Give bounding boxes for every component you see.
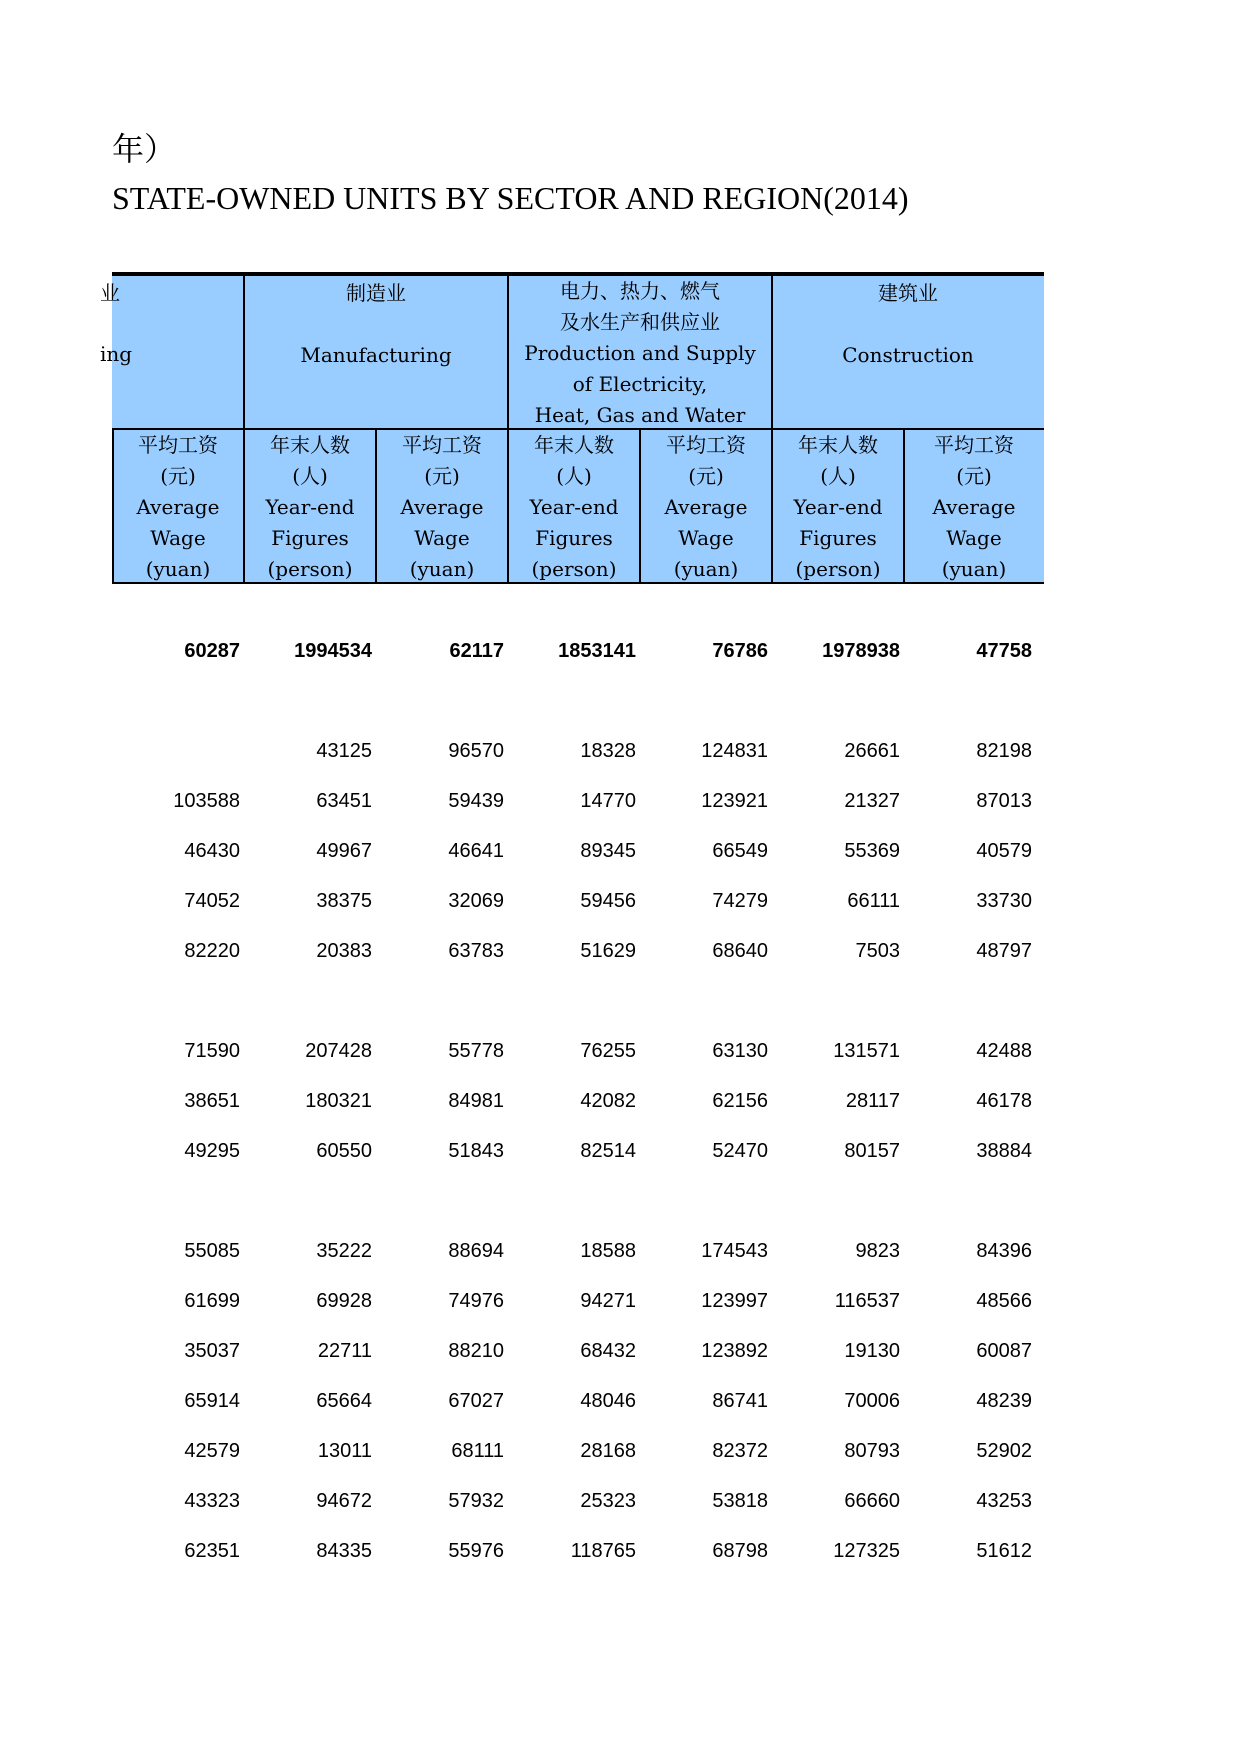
table-cell: 207428 (305, 1040, 372, 1062)
table-cell: 66111 (847, 890, 900, 912)
subheader-line: (yuan) (145, 557, 211, 581)
subheader-line: (元) (688, 464, 724, 488)
table-cell: 1994534 (294, 640, 372, 662)
table-cell: 89345 (580, 840, 636, 862)
sector-label-cn: 制造业 (346, 281, 406, 305)
table-cell: 62117 (449, 640, 504, 662)
table-cell: 49967 (316, 840, 372, 862)
subheader-line: (人) (292, 464, 328, 488)
table-cell: 74052 (184, 890, 240, 912)
table-cell: 88694 (448, 1240, 504, 1262)
subheader-average-wage (640, 430, 772, 582)
table-cell: 61699 (184, 1290, 240, 1312)
sector-header-utilities (508, 276, 772, 430)
table-cell: 48046 (580, 1390, 636, 1412)
subheader-line: Average (664, 495, 748, 519)
table-cell: 48239 (976, 1390, 1032, 1412)
subheader-year-end-figures (508, 430, 640, 582)
table-cell: 38375 (316, 890, 372, 912)
table-cell: 80793 (844, 1440, 900, 1462)
grid-line (112, 428, 1044, 430)
table-title-english: STATE-OWNED UNITS BY SECTOR AND REGION(2014) (112, 180, 909, 216)
table-cell: 74976 (448, 1290, 504, 1312)
grid-line (243, 276, 245, 584)
table-cell: 60087 (976, 1340, 1032, 1362)
table-cell: 52902 (976, 1440, 1032, 1462)
subheader-line: (人) (820, 464, 856, 488)
table-cell: 13011 (317, 1440, 372, 1462)
table-cell: 82198 (976, 740, 1032, 762)
table-cell: 60287 (184, 640, 240, 662)
table-cell: 26661 (844, 740, 900, 762)
table-cell: 180321 (305, 1090, 372, 1112)
subheader-line: (person) (267, 557, 353, 581)
subheader-average-wage (112, 430, 244, 582)
subheader-line: Year-end (265, 495, 355, 519)
table-cell: 43125 (316, 740, 372, 762)
subheader-line: 平均工资 (934, 433, 1014, 457)
subheader-line: Average (932, 495, 1016, 519)
sector-label-cn: 业 (100, 281, 120, 305)
table-cell: 22711 (317, 1340, 372, 1362)
table-cell: 82372 (712, 1440, 768, 1462)
table-cell: 131571 (833, 1040, 900, 1062)
subheader-line: Figures (799, 526, 877, 550)
table-cell: 80157 (844, 1140, 900, 1162)
table-header (100, 272, 1044, 592)
subheader-line: Year-end (529, 495, 619, 519)
table-cell: 103588 (173, 790, 240, 812)
subheader-line: (yuan) (941, 557, 1007, 581)
table-cell: 47758 (976, 640, 1032, 662)
table-cell: 94672 (316, 1490, 372, 1512)
table-cell: 116537 (834, 1290, 900, 1312)
table-cell: 32069 (448, 890, 504, 912)
subheader-line: (person) (531, 557, 617, 581)
table-cell: 84396 (976, 1240, 1032, 1262)
table-cell: 33730 (976, 890, 1032, 912)
subheader-line: 平均工资 (402, 433, 482, 457)
table-cell: 63451 (316, 790, 372, 812)
subheader-line: (yuan) (673, 557, 739, 581)
table-cell: 68432 (580, 1340, 636, 1362)
table-cell: 49295 (184, 1140, 240, 1162)
subheader-line: Wage (946, 526, 1002, 550)
table-cell: 35037 (184, 1340, 240, 1362)
table-cell: 48566 (976, 1290, 1032, 1312)
subheader-line: Average (136, 495, 220, 519)
table-cell: 123997 (701, 1290, 768, 1312)
table-cell: 68111 (451, 1440, 504, 1462)
subheader-line: Figures (271, 526, 349, 550)
subheader-line: (人) (556, 464, 592, 488)
grid-line (112, 430, 114, 584)
table-cell: 94271 (580, 1290, 636, 1312)
table-cell: 46430 (184, 840, 240, 862)
subheader-line: Wage (678, 526, 734, 550)
table-cell: 1853141 (558, 640, 636, 662)
table-cell: 76255 (580, 1040, 636, 1062)
table-cell: 123892 (701, 1340, 768, 1362)
table-cell: 82220 (184, 940, 240, 962)
table-cell: 127325 (833, 1540, 900, 1562)
table-title-chinese: 年） (112, 131, 177, 167)
table-cell: 70006 (844, 1390, 900, 1412)
sector-label-cn: 建筑业 (878, 281, 938, 305)
table-cell: 174543 (701, 1240, 768, 1262)
sector-label-en: Heat, Gas and Water (534, 403, 746, 427)
table-cell: 65914 (184, 1390, 240, 1412)
table-cell: 59439 (448, 790, 504, 812)
table-cell: 96570 (448, 740, 504, 762)
table-cell: 1978938 (822, 640, 900, 662)
table-cell: 66549 (712, 840, 768, 862)
table-cell: 21327 (844, 790, 900, 812)
subheader-line: 平均工资 (138, 433, 218, 457)
sector-label-en: Manufacturing (300, 343, 452, 367)
grid-line (507, 276, 509, 584)
table-cell: 55778 (448, 1040, 504, 1062)
subheader-line: Wage (414, 526, 470, 550)
table-cell: 7503 (855, 940, 900, 962)
table-cell: 51629 (580, 940, 636, 962)
sector-label-en: ing (100, 342, 133, 366)
table-cell: 43323 (184, 1490, 240, 1512)
subheader-line: 年末人数 (534, 433, 614, 457)
subheader-line: 年末人数 (270, 433, 350, 457)
subheader-line: Average (400, 495, 484, 519)
table-cell: 42082 (580, 1090, 636, 1112)
subheader-line: 年末人数 (798, 433, 878, 457)
table-cell: 65664 (316, 1390, 372, 1412)
table-cell: 55085 (184, 1240, 240, 1262)
table-cell: 63783 (448, 940, 504, 962)
table-cell: 53818 (712, 1490, 768, 1512)
sector-header-mining (100, 276, 244, 430)
sector-label-cn: 及水生产和供应业 (560, 310, 720, 334)
table-cell: 62156 (712, 1090, 768, 1112)
subheader-line: Wage (150, 526, 206, 550)
subheader-line: Year-end (793, 495, 883, 519)
table-cell: 38884 (976, 1140, 1032, 1162)
subheader-year-end-figures (244, 430, 376, 582)
subheader-line: (person) (795, 557, 881, 581)
table-cell: 68798 (712, 1540, 768, 1562)
table-cell: 59456 (580, 890, 636, 912)
table-cell: 46178 (976, 1090, 1032, 1112)
table-cell: 40579 (976, 840, 1032, 862)
grid-line (375, 430, 377, 584)
subheader-line: (元) (956, 464, 992, 488)
table-cell: 69928 (316, 1290, 372, 1312)
sector-label-en: of Electricity, (572, 372, 708, 396)
table-cell: 20383 (316, 940, 372, 962)
grid-line (639, 430, 641, 584)
table-cell: 9823 (855, 1240, 900, 1262)
subheader-line: 平均工资 (666, 433, 746, 457)
table-cell: 42488 (976, 1040, 1032, 1062)
table-cell: 76786 (712, 640, 768, 662)
table-cell: 46641 (448, 840, 504, 862)
table-cell: 48797 (976, 940, 1032, 962)
subheader-line: (元) (424, 464, 460, 488)
sector-label-en: Production and Supply (524, 341, 756, 365)
table-cell: 18588 (580, 1240, 636, 1262)
table-cell: 124831 (701, 740, 768, 762)
table-cell: 87013 (976, 790, 1032, 812)
table-cell: 60550 (316, 1140, 372, 1162)
table-cell: 55976 (448, 1540, 504, 1562)
table-cell: 84981 (448, 1090, 504, 1112)
table-cell: 55369 (844, 840, 900, 862)
table-cell: 57932 (448, 1490, 504, 1512)
table-cell: 88210 (448, 1340, 504, 1362)
subheader-line: (yuan) (409, 557, 475, 581)
table-cell: 82514 (580, 1140, 636, 1162)
table-cell: 118765 (570, 1540, 636, 1562)
table-cell: 43253 (976, 1490, 1032, 1512)
grid-line (112, 582, 1044, 584)
table-cell: 74279 (712, 890, 768, 912)
table-cell: 28168 (580, 1440, 636, 1462)
table-cell: 63130 (712, 1040, 768, 1062)
table-cell: 28117 (845, 1090, 900, 1112)
subheader-average-wage (904, 430, 1044, 582)
sector-label-en: Construction (842, 343, 974, 367)
table-cell: 38651 (184, 1090, 240, 1112)
subheader-line: Figures (535, 526, 613, 550)
sector-header-construction (772, 276, 1044, 430)
table-cell: 84335 (316, 1540, 372, 1562)
sector-header-manufacturing (244, 276, 508, 430)
table-cell: 62351 (184, 1540, 240, 1562)
subheader-line: (元) (160, 464, 196, 488)
table-cell: 18328 (580, 740, 636, 762)
table-cell: 67027 (448, 1390, 504, 1412)
table-cell: 35222 (316, 1240, 372, 1262)
table-cell: 52470 (712, 1140, 768, 1162)
sector-label-cn: 电力、热力、燃气 (560, 279, 720, 303)
subheader-year-end-figures (772, 430, 904, 582)
table-cell: 86741 (712, 1390, 768, 1412)
table-cell: 19130 (844, 1340, 900, 1362)
grid-line (771, 276, 773, 584)
table-cell: 68640 (712, 940, 768, 962)
grid-line (903, 430, 905, 584)
table-cell: 71590 (184, 1040, 240, 1062)
table-cell: 51612 (976, 1540, 1032, 1562)
table-cell: 66660 (844, 1490, 900, 1512)
table-cell: 123921 (701, 790, 768, 812)
table-cell: 14770 (580, 790, 636, 812)
table-cell: 25323 (580, 1490, 636, 1512)
subheader-average-wage (376, 430, 508, 582)
table-cell: 42579 (184, 1440, 240, 1462)
table-cell: 51843 (448, 1140, 504, 1162)
